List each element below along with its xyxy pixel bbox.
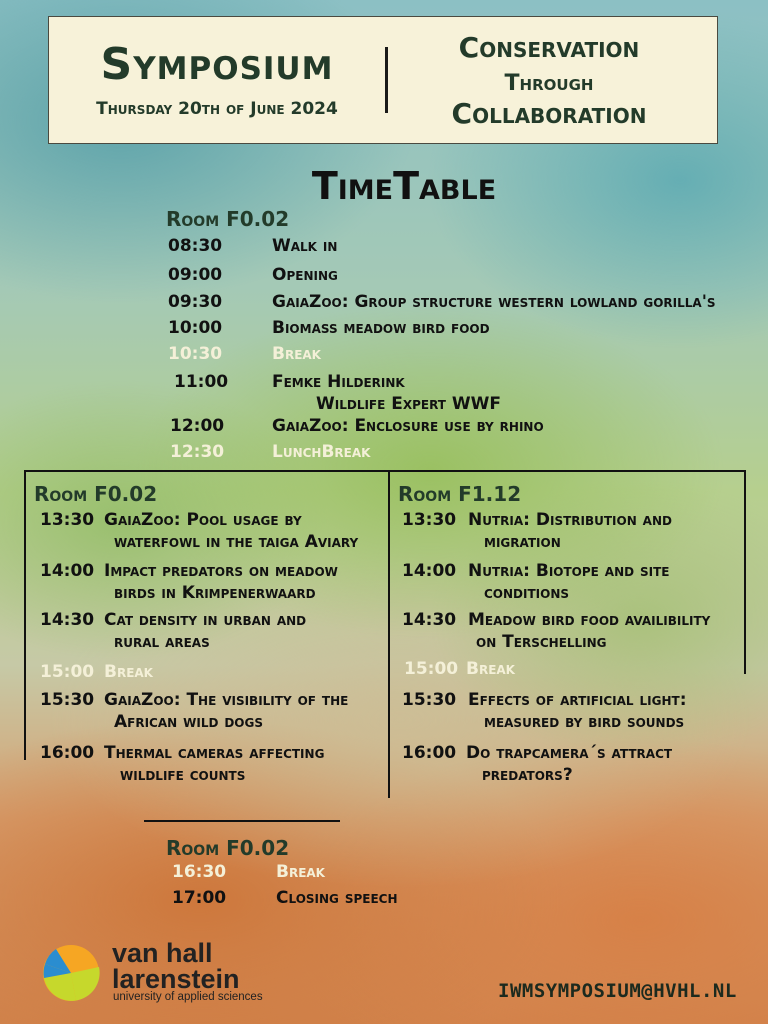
schedule-activity-cont: wildlife counts xyxy=(120,765,246,785)
logo-text-line1: van hall xyxy=(112,938,213,968)
schedule-activity-cont: rural areas xyxy=(114,632,210,652)
schedule-time: 15:00 xyxy=(40,662,95,682)
schedule-activity: Meadow bird food availibility xyxy=(468,610,711,630)
contact-email[interactable]: IWMSYMPOSIUM@HVHL.NL xyxy=(498,980,737,1002)
schedule-activity: GaiaZoo: Group structure western lowland gorilla's xyxy=(272,292,716,312)
schedule-activity-cont: birds in Krimpenerwaard xyxy=(114,583,316,603)
schedule-activity: Nutria: Distribution and xyxy=(468,510,672,530)
schedule-time: 12:30 xyxy=(170,442,225,462)
schedule-activity-cont: on Terschelling xyxy=(476,632,607,652)
schedule-time: 14:00 xyxy=(40,561,95,581)
schedule-time: 13:30 xyxy=(40,510,95,530)
schedule-activity-subtitle: Wildlife Expert WWF xyxy=(316,394,502,414)
symposium-date: Thursday 20th of June 2024 xyxy=(96,99,338,119)
schedule-time: 15:00 xyxy=(404,659,459,679)
schedule-activity: GaiaZoo: Pool usage by xyxy=(104,510,302,530)
schedule-time: 14:30 xyxy=(402,610,457,630)
schedule-activity-break: Break xyxy=(276,862,325,882)
schedule-activity-cont: conditions xyxy=(484,583,570,603)
morning-room-label: Room F0.02 xyxy=(166,207,290,231)
schedule-activity: Biomass meadow bird food xyxy=(272,318,490,338)
afternoon-left-rule xyxy=(24,470,26,760)
afternoon-right-rule xyxy=(744,470,746,674)
afternoon-right-room-label: Room F1.12 xyxy=(398,482,522,506)
schedule-time: 16:00 xyxy=(40,743,95,763)
theme-line-3: Collaboration xyxy=(451,97,647,130)
schedule-time: 15:30 xyxy=(402,690,457,710)
schedule-activity-break: Break xyxy=(272,344,321,364)
schedule-time: 09:00 xyxy=(168,265,223,285)
schedule-activity-cont: waterfowl in the taiga Aviary xyxy=(114,532,359,552)
schedule-activity-cont: predators? xyxy=(482,765,573,785)
schedule-activity-cont: migration xyxy=(484,532,561,552)
schedule-activity: Closing speech xyxy=(276,888,398,908)
afternoon-left-room-label: Room F0.02 xyxy=(34,482,158,506)
schedule-activity: Opening xyxy=(272,265,338,285)
logo-text-line2: larenstein xyxy=(112,964,240,994)
schedule-time: 16:00 xyxy=(402,743,457,763)
schedule-time: 09:30 xyxy=(168,292,223,312)
schedule-activity: Femke Hilderink xyxy=(272,372,405,392)
symposium-title: Symposium xyxy=(100,39,334,90)
schedule-time: 10:30 xyxy=(168,344,223,364)
header-left xyxy=(49,17,385,145)
schedule-activity: Do trapcamera´s attract xyxy=(466,743,673,763)
schedule-time: 17:00 xyxy=(172,888,227,908)
schedule-time: 12:00 xyxy=(170,416,225,436)
schedule-activity-break: Break xyxy=(466,659,515,679)
theme-line-1: Conservation xyxy=(458,31,640,64)
schedule-time: 16:30 xyxy=(172,862,227,882)
schedule-time: 13:30 xyxy=(402,510,457,530)
schedule-activity: GaiaZoo: The visibility of the xyxy=(104,690,349,710)
schedule-time: 11:00 xyxy=(174,372,229,392)
header-divider xyxy=(385,47,388,113)
schedule-time: 14:00 xyxy=(402,561,457,581)
schedule-activity: Cat density in urban and xyxy=(104,610,307,630)
schedule-time: 14:30 xyxy=(40,610,95,630)
header-box xyxy=(48,16,718,144)
schedule-activity: Thermal cameras affecting xyxy=(104,743,325,763)
timetable-title: TimeTable xyxy=(311,164,497,208)
schedule-activity-break: LunchBreak xyxy=(272,442,371,462)
schedule-time: 15:30 xyxy=(40,690,95,710)
schedule-activity: GaiaZoo: Enclosure use by rhino xyxy=(272,416,544,436)
schedule-activity-cont: African wild dogs xyxy=(114,712,263,732)
closing-rule xyxy=(144,820,340,822)
schedule-activity-break: Break xyxy=(104,662,153,682)
theme-line-2: Through xyxy=(504,71,594,96)
schedule-activity: Nutria: Biotope and site xyxy=(468,561,670,581)
schedule-time: 08:30 xyxy=(168,236,223,256)
closing-room-label: Room F0.02 xyxy=(166,836,290,860)
schedule-activity: Impact predators on meadow xyxy=(104,561,338,581)
schedule-time: 10:00 xyxy=(168,318,223,338)
logo-text-line3: university of applied sciences xyxy=(113,991,263,1003)
schedule-activity-cont: measured by bird sounds xyxy=(484,712,685,732)
schedule-activity: Effects of artificial light: xyxy=(468,690,687,710)
vhl-logo-icon xyxy=(42,944,100,1002)
afternoon-top-rule xyxy=(24,470,746,472)
afternoon-center-rule xyxy=(388,470,390,798)
schedule-activity: Walk in xyxy=(272,236,338,256)
